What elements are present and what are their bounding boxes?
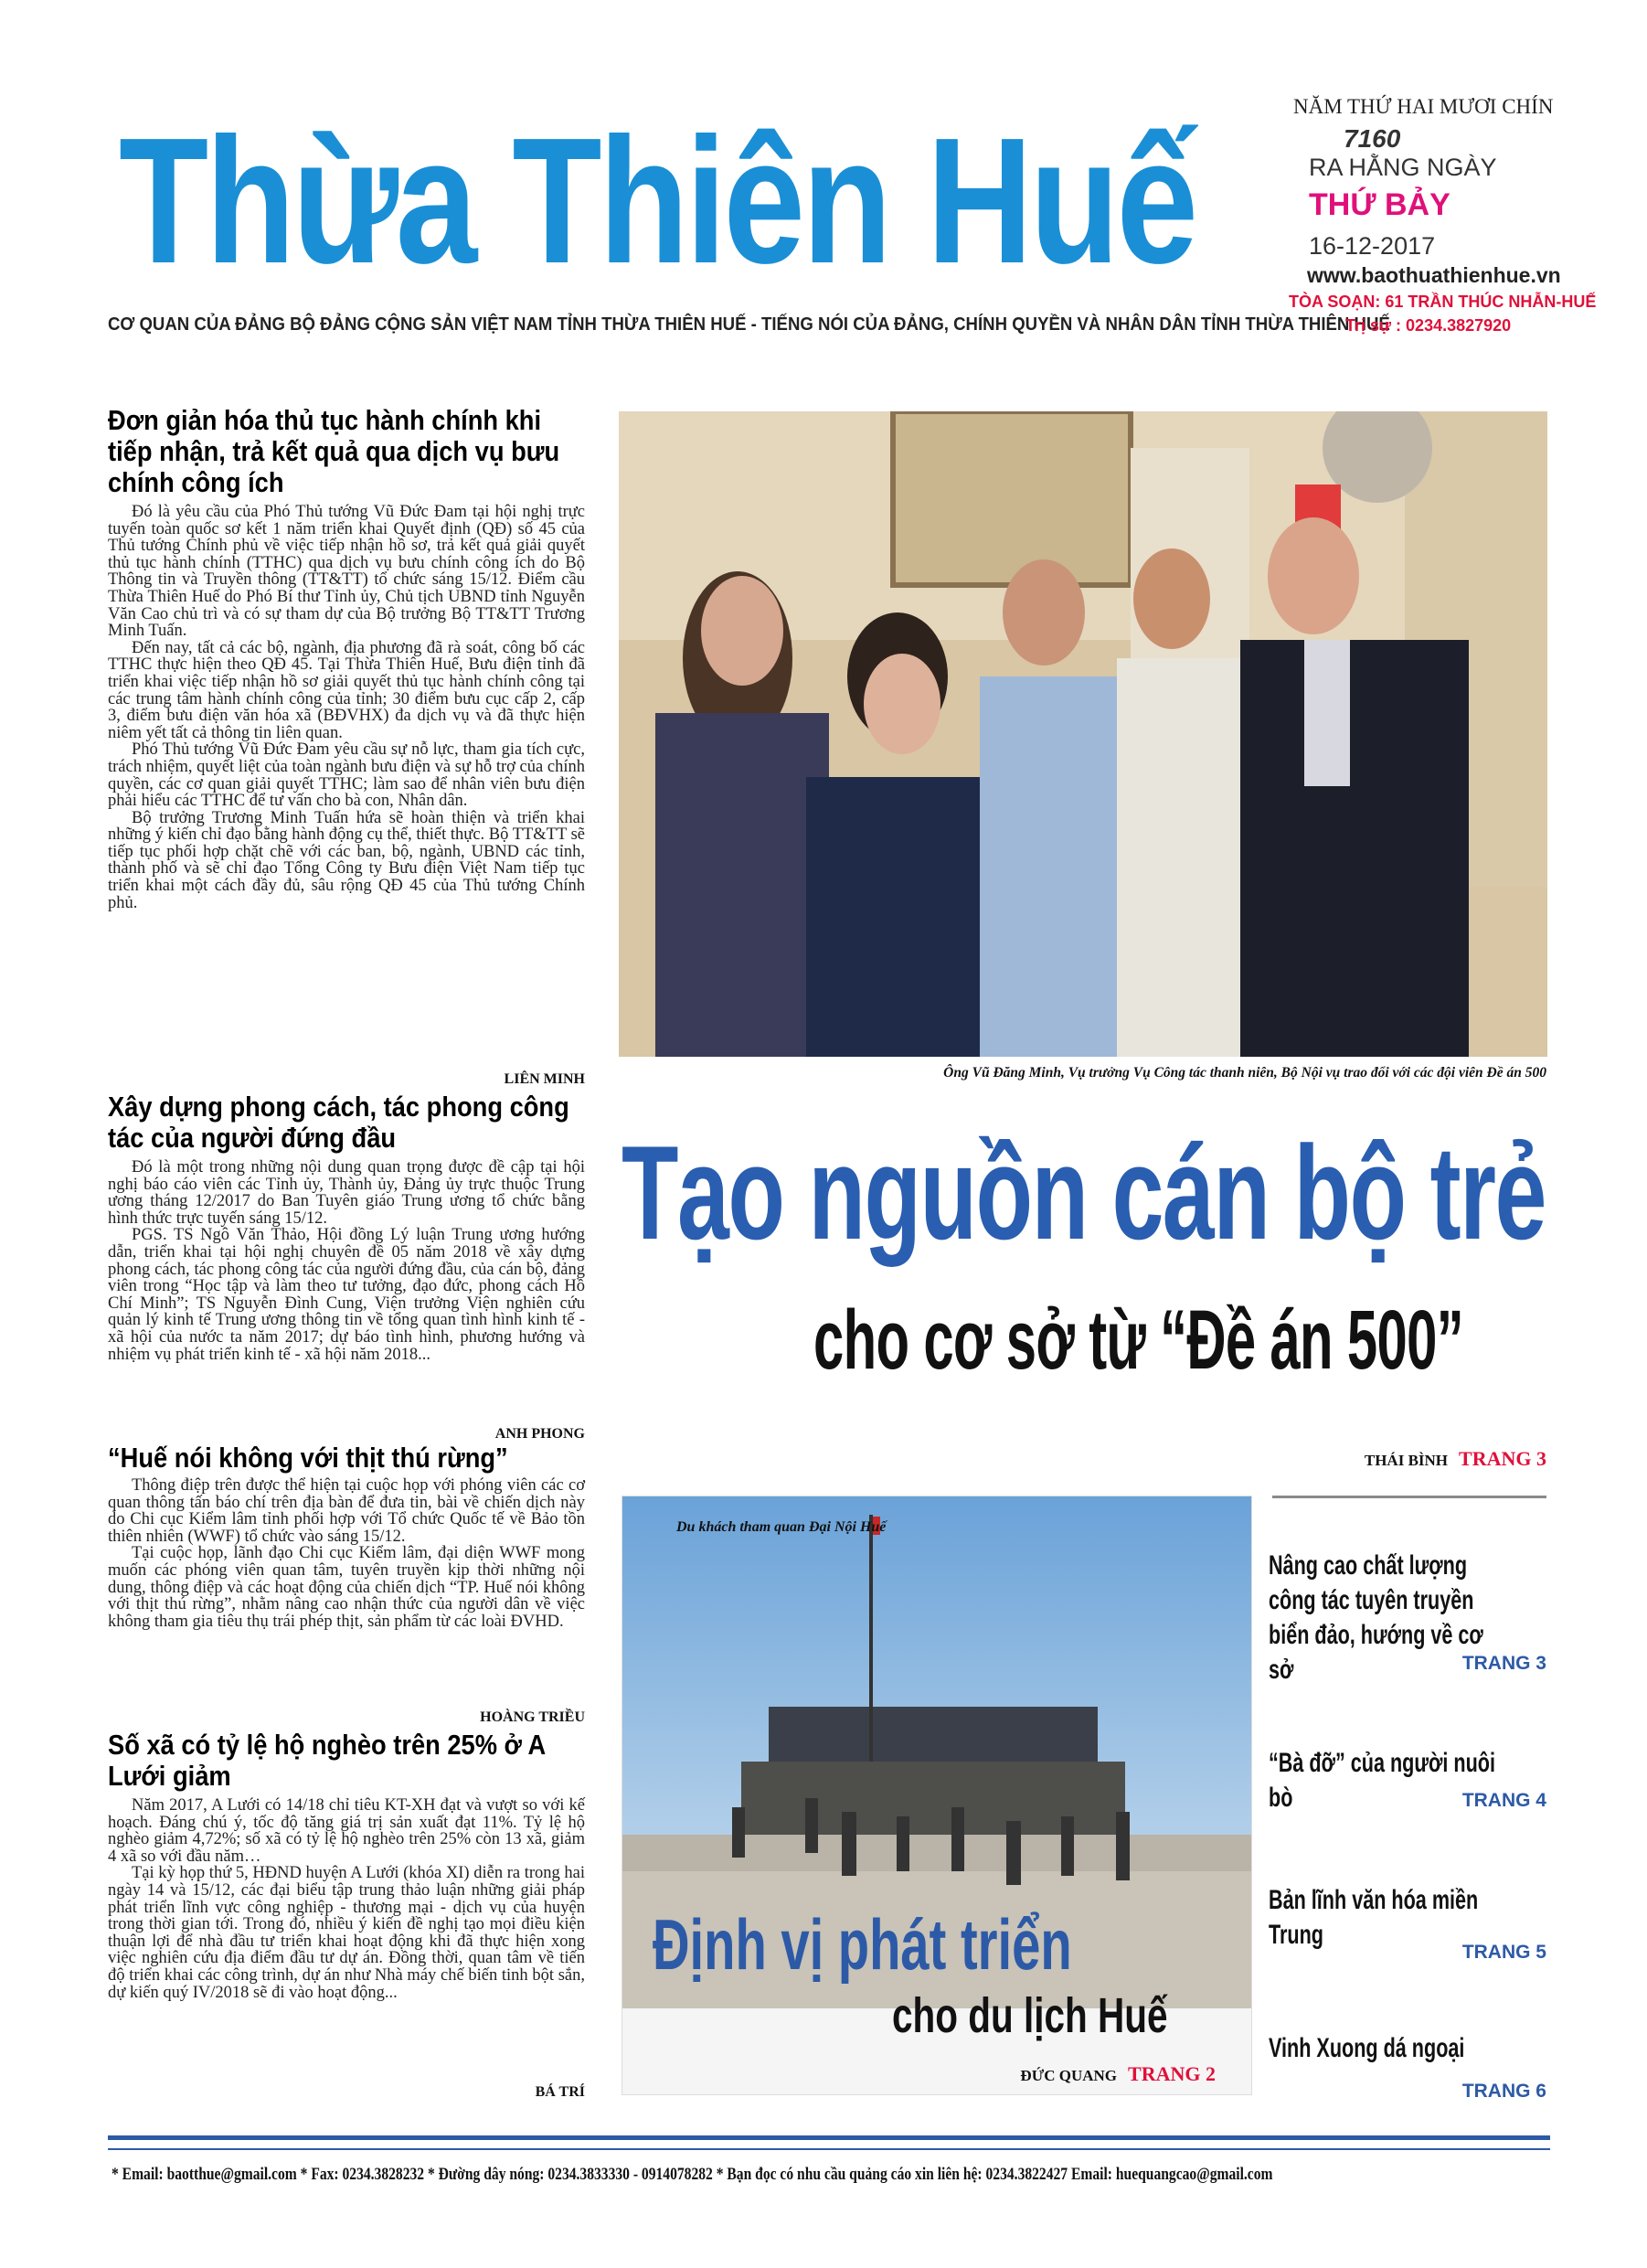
lead-photo-image xyxy=(619,411,1547,1057)
article-paragraph: Thông điệp trên được thể hiện tại cuộc họp với phóng viên các cơ quan thông tấn báo chí trên địa bàn để đưa tin, bài về chiến dịch này do Chi cục Kiểm lâm tỉnh phối hợp với Tổ chức Quốc tế về Bảo tồn thiên nhiên (WWF) tổ chức vào sáng 15/12. xyxy=(108,1476,585,1546)
feature-ref xyxy=(914,2062,1216,2086)
office-address: TÒA SOẠN: 61 TRẦN THÚC NHẪN-HUẾ xyxy=(1289,293,1597,311)
ear-date: 16-12-2017 xyxy=(1309,232,1436,260)
article-paragraph: Đó là yêu cầu của Phó Thủ tướng Vũ Đức Đam tại hội nghị trực tuyến toàn quốc sơ kết 1 năm triển khai Quyết định (QĐ) số 45 của Thủ tướng Chính phủ về việc tiếp nhận hồ sơ, trả kết quả giải quyết thủ tục hành chính (TTHC) qua dịch vụ bưu chính công ích do Bộ Thông tin và Truyền thông (TT&TT) tổ chức sáng 15/12. Điểm cầu Thừa Thiên Huế do Phó Bí thư Tỉnh ủy, Chủ tịch UBND tỉnh Nguyễn Văn Cao chủ trì và có sự tham dự của Bộ trưởng Bộ TT&TT Trương Minh Tuấn. xyxy=(108,503,585,641)
website-link[interactable]: www.baothuathienhue.vn xyxy=(1307,263,1561,287)
article-headline: Số xã có tỷ lệ hộ nghèo trên 25% ở A Lưới giảm xyxy=(108,1729,546,1792)
article-paragraph: Phó Thủ tướng Vũ Đức Đam yêu cầu sự nỗ lực, tham gia tích cực, trách nhiệm, quyết liệt của toàn ngành bưu điện và sự hỗ trợ của chính quyền, các cơ quan giải quyết TTHC; làm sao để nhân viên bưu điện phải hiểu các TTHC để tư vấn cho bà con, Nhân dân. xyxy=(108,740,585,811)
article-byline: HOÀNG TRIỀU xyxy=(480,1709,585,1725)
teaser-page-link[interactable]: TRANG 3 xyxy=(1461,1653,1546,1674)
ear-frequency: RA HẰNG NGÀY xyxy=(1309,154,1497,181)
office-phone: Trị sự : 0234.3827920 xyxy=(1345,316,1512,335)
lead-story-ref xyxy=(1298,1447,1546,1471)
teaser-title[interactable]: Nâng cao chất lượng công tác tuyên truyền biển đảo, hướng về cơ sở xyxy=(1269,1550,1483,1685)
lead-photo-caption: Ông Vũ Đăng Minh, Vụ trưởng Vụ Công tác thanh niên, Bộ Nội vụ trao đổi với các đội viên Đề án 500 xyxy=(943,1065,1546,1081)
article-byline: LIÊN MINH xyxy=(504,1071,585,1087)
feature-page-link[interactable]: TRANG 2 xyxy=(1128,2062,1216,2085)
article-paragraph: Đó là một trong những nội dung quan trọng được đề cập tại hội nghị báo cáo viên các Tỉnh ủy, Thành ủy, Đảng ủy trực thuộc Trung ương tháng 12/2017 do Ban Tuyên giáo Trung ương tổ chức bằng hình thức trực tuyến sáng 15/12. xyxy=(108,1158,585,1228)
article-paragraph: Bộ trưởng Trương Minh Tuấn hứa sẽ hoàn thiện và triển khai những ý kiến chỉ đạo bằng hành động cụ thể, thiết thực. Bộ TT&TT sẽ tiếp tục phối hợp chặt chẽ với các ban, bộ, ngành, UBND các tỉnh, thành phố và sẽ chỉ đạo Tổng Công ty Bưu điện Việt Nam tiếp tục triển khai một cách đầy đủ, sâu rộng QĐ 45 của Thủ tướng Chính phủ. xyxy=(108,808,585,912)
lead-page-link[interactable]: TRANG 3 xyxy=(1459,1447,1546,1470)
footer-rule xyxy=(108,2148,1550,2150)
feature-photo-caption: Du khách tham quan Đại Nội Huế xyxy=(676,1519,887,1535)
article-4 xyxy=(108,1730,585,2001)
masthead-title: Thừa Thiên Huế xyxy=(119,101,1195,301)
article-2 xyxy=(108,1091,585,1363)
article-headline: Đơn giản hóa thủ tục hành chính khi tiếp nhận, trả kết quả qua dịch vụ bưu chính công ích xyxy=(108,404,560,498)
feature-author: ĐỨC QUANG xyxy=(1020,2067,1118,2084)
article-paragraph: Tại cuộc họp, lãnh đạo Chi cục Kiểm lâm, đại diện WWF mong muốn các phóng viên quan tâm, tuyên truyền kịp thời những nội dung, thông điệp và các hoạt động của chiến dịch “TP. Huế nói không với thịt thú rừng”, nhằm nâng cao nhận thức của người dân về việc không tham gia tiêu thụ trái phép thịt, sản phẩm từ các loài ĐVHD. xyxy=(108,1544,585,1631)
masthead-subtitle: CƠ QUAN CỦA ĐẢNG BỘ ĐẢNG CỘNG SẢN VIỆT NAM TỈNH THỪA THIÊN HUẾ - TIẾNG NÓI CỦA ĐẢNG, CHÍNH QUYỀN VÀ NHÂN DÂN TỈNH THỪA THIÊN HUẾ xyxy=(108,314,1390,335)
article-paragraph: Tại kỳ họp thứ 5, HĐND huyện A Lưới (khóa XI) diễn ra trong hai ngày 14 và 15/12, các đại biểu tập trung thảo luận những giải pháp phát triển lĩnh vực công nghiệp - thương mại - dịch vụ của huyện trong thời gian tới. Trong đó, nhiều ý kiến đề nghị tạo mọi điều kiện thuận lợi để nhà đầu tư triển khai hoạt động khi đã thực hiện xong việc nghiên cứu địa điểm đầu tư dự án. Đồng thời, quan tâm về tiến độ triển khai các công trình, dự án như Nhà máy chế biến tinh bột sắn, dự kiến quý IV/2018 sẽ đi vào hoạt động... xyxy=(108,1864,585,2002)
teaser-title[interactable]: Bản lĩnh văn hóa miền Trung xyxy=(1269,1885,1479,1950)
article-headline: Xây dựng phong cách, tác phong công tác của người đứng đầu xyxy=(108,1091,569,1154)
teaser-page-link[interactable]: TRANG 6 xyxy=(1461,2081,1546,2102)
footer-contact: * Email: baotthue@gmail.com * Fax: 0234.3828232 * Đường dây nóng: 0234.3833330 - 0914078282 * Bạn đọc có nhu cầu quảng cáo xin liên hệ: 0234.3822427 Email: huequangcao@gmail.com xyxy=(112,2165,1273,2184)
lead-subheadline: cho cơ sở từ “Đề án 500” xyxy=(813,1294,1463,1387)
footer-rule xyxy=(108,2135,1550,2140)
article-paragraph: Năm 2017, A Lưới có 14/18 chỉ tiêu KT-XH đạt và vượt so với kế hoạch. Đáng chú ý, tốc độ tăng giá trị sản xuất đạt 11%. Tỷ lệ hộ nghèo giảm 4,72%; số xã có tỷ lệ hộ nghèo trên 25% còn 13 xã, giảm 4 xã so với đầu năm… xyxy=(108,1796,585,1866)
article-byline: BÁ TRÍ xyxy=(535,2084,585,2100)
article-byline: ANH PHONG xyxy=(494,1426,585,1442)
ear-year: NĂM THỨ HAI MƯƠI CHÍN xyxy=(1293,95,1554,118)
article-paragraph: Đến nay, tất cả các bộ, ngành, địa phương đã rà soát, công bố các TTHC thực hiện theo QĐ 45. Tại Thừa Thiên Huế, Bưu điện tỉnh đã triển khai việc tiếp nhận hồ sơ giải quyết thủ tục hành chính công tại các trung tâm hành chính công của tỉnh; 30 điểm bưu cục cấp 2, cấp 3, điểm bưu điện văn hóa xã (BĐVHX) đa dịch vụ và đã thực hiện niêm yết tất cả thông tin liên quan. xyxy=(108,638,585,742)
feature-headline: Định vị phát triển xyxy=(653,1904,1072,1985)
teaser-page-link[interactable]: TRANG 5 xyxy=(1461,1942,1546,1963)
ear-weekday: THỨ BẢY xyxy=(1309,187,1450,222)
lead-photo xyxy=(619,411,1547,1057)
issue-number: 7160 xyxy=(1344,124,1401,153)
teaser-title[interactable]: Vinh Xuong dá ngoại xyxy=(1269,2033,1465,2063)
teaser-divider xyxy=(1272,1496,1546,1498)
feature-subheadline: cho du lịch Huế xyxy=(892,1988,1168,2043)
teaser-title[interactable]: “Bà đỡ” của người nuôi bò xyxy=(1269,1748,1495,1813)
article-paragraph: PGS. TS Ngô Văn Thảo, Hội đồng Lý luận Trung ương hướng dẫn, triển khai tại hội nghị chuyên đề 05 năm 2018 về xây dựng phong cách, tác phong công tác của người đứng đầu, của cán bộ, đảng viên trong “Học tập và làm theo tư tưởng, đạo đức, phong cách Hồ Chí Minh”; TS Nguyễn Đình Cung, Viện trưởng Viện nghiên cứu quản lý kinh tế Trung ương thông tin về tổng quan tình hình kinh tế - xã hội của nước ta năm 2017; dự báo tình hình, phương hướng và nhiệm vụ phát triển kinh tế - xã hội năm 2018... xyxy=(108,1226,585,1364)
article-1 xyxy=(108,405,585,911)
teaser-page-link[interactable]: TRANG 4 xyxy=(1461,1790,1546,1811)
article-headline: “Huế nói không với thịt thú rừng” xyxy=(108,1442,508,1474)
article-3 xyxy=(108,1443,585,1630)
lead-author: THÁI BÌNH xyxy=(1364,1452,1449,1469)
lead-headline: Tạo nguồn cán bộ trẻ xyxy=(622,1118,1546,1267)
